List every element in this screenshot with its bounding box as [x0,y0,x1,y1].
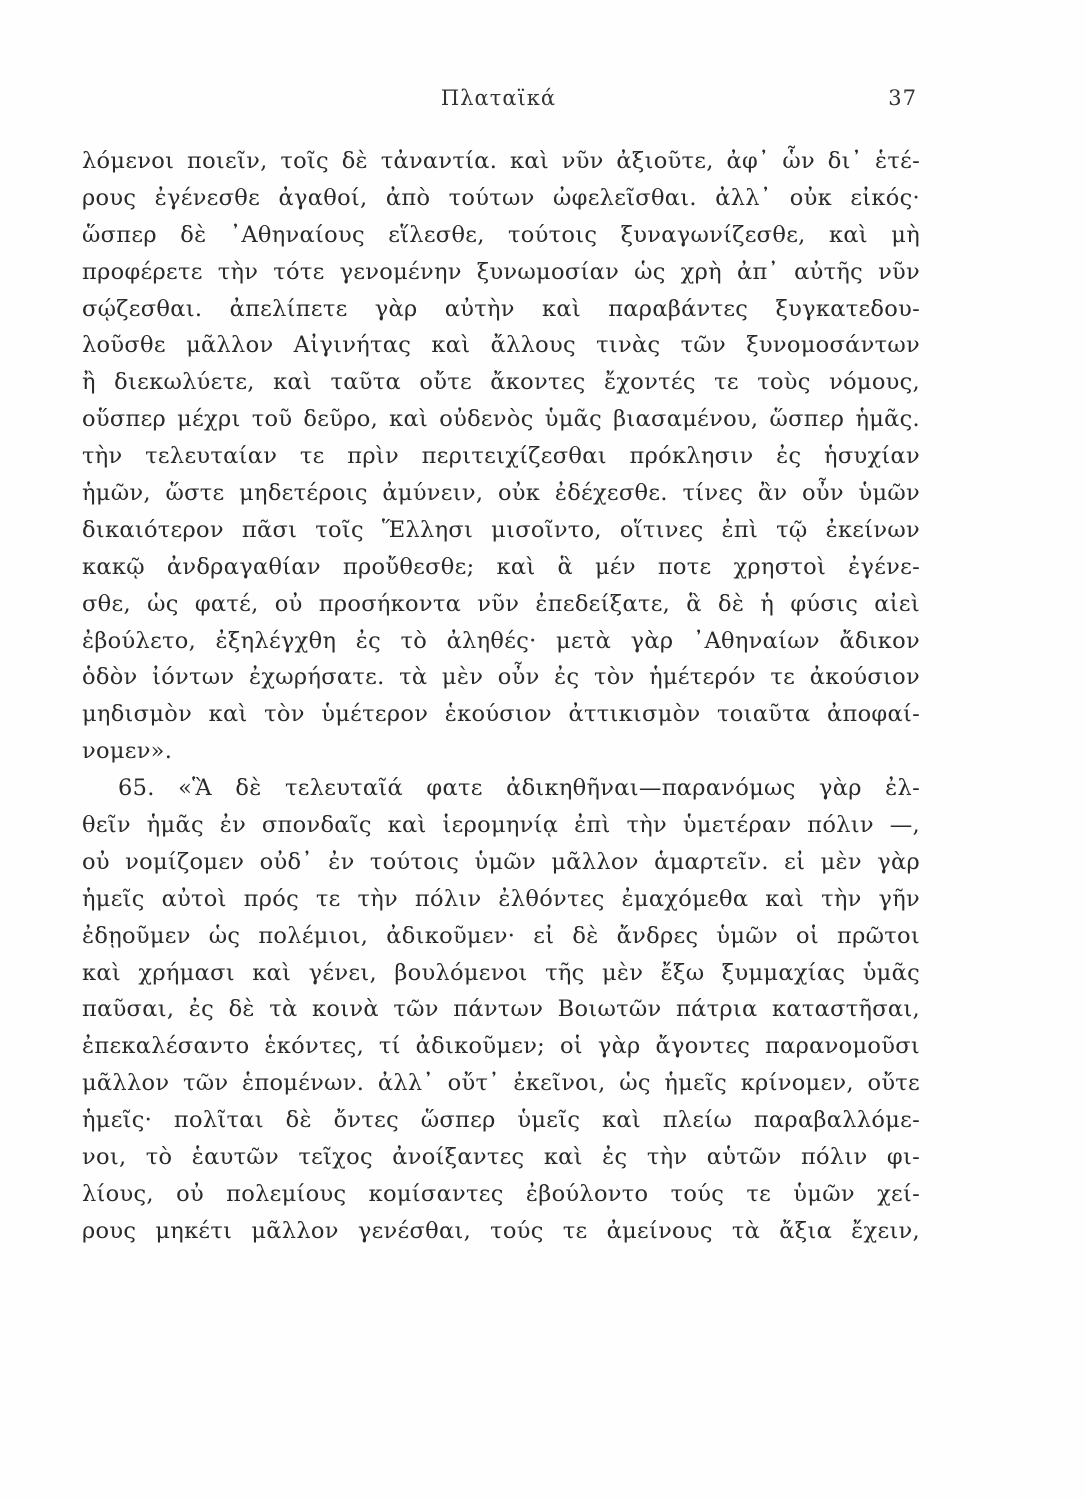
section-start-line: 65. «Ἃ δὲ τελευταῖά φατε ἀδικηθῆναι—παρανόμως γὰρ ἐλ- [118,775,920,802]
text-line: ἡμῶν, ὥστε μηδετέροις ἀμύνειν, οὐκ ἐδέχεσθε. τίνες ἂν οὖν ὑμῶν [82,480,920,507]
text-line: λοῦσθε μᾶλλον Αἰγινήτας καὶ ἄλλους τινὰς τῶν ξυνομοσάντων [82,332,920,359]
text-line: παῦσαι, ἐς δὲ τὰ κοινὰ τῶν πάντων Βοιωτῶν πάτρια καταστῆσαι, [82,996,920,1023]
page-number: 37 [888,86,917,110]
text-line: ἐδῃοῦμεν ὡς πολέμιοι, ἀδικοῦμεν· εἰ δὲ ἄνδρες ὑμῶν οἱ πρῶτοι [82,922,920,949]
text-line: ρους ἐγένεσθε ἀγαθοί, ἀπὸ τούτων ὠφελεῖσθαι. ἀλλ᾿ οὐκ εἰκός· [82,184,920,211]
text-line: προφέρετε τὴν τότε γενομένην ξυνωμοσίαν ὡς χρὴ ἀπ᾿ αὐτῆς νῦν [82,258,920,285]
text-line: σθε, ὡς φατέ, οὐ προσήκοντα νῦν ἐπεδείξατε, ἃ δὲ ἡ φύσις αἰεὶ [82,590,920,617]
text-line: ἡμεῖς· πολῖται δὲ ὄντες ὥσπερ ὑμεῖς καὶ πλείω παραβαλλόμε- [82,1107,920,1134]
text-line: ἐβούλετο, ἐξηλέγχθη ἐς τὸ ἀληθές· μετὰ γὰρ ᾿Αθηναίων ἄδικον [82,627,920,654]
text-line: λίους, οὐ πολεμίους κομίσαντες ἐβούλοντο τούς τε ὑμῶν χεί- [82,1180,920,1207]
text-line: ὁδὸν ἰόντων ἐχωρήσατε. τὰ μὲν οὖν ἐς τὸν ἡμέτερόν τε ἀκούσιον [82,664,920,691]
text-line: ἐπεκαλέσαντο ἑκόντες, τί ἀδικοῦμεν; οἱ γὰρ ἄγοντες παρανομοῦσι [82,1033,920,1060]
text-line: οὕσπερ μέχρι τοῦ δεῦρο, καὶ οὐδενὸς ὑμᾶς βιασαμένου, ὥσπερ ἡμᾶς. [82,406,920,433]
text-line: ὥσπερ δὲ ᾿Αθηναίους εἵλεσθε, τούτοις ξυναγωνίζεσθε, καὶ μὴ [82,221,920,248]
text-line: νοι, τὸ ἑαυτῶν τεῖχος ἀνοίξαντες καὶ ἐς τὴν αὑτῶν πόλιν φι- [82,1144,920,1171]
text-line: σῴζεσθαι. ἀπελίπετε γὰρ αὐτὴν καὶ παραβάντες ξυγκατεδου- [82,295,920,322]
text-line: ἢ διεκωλύετε, καὶ ταῦτα οὔτε ἄκοντες ἔχοντές τε τοὺς νόμους, [82,369,920,396]
running-head [80,80,917,120]
text-line: οὐ νομίζομεν οὐδ᾿ ἐν τούτοις ὑμῶν μᾶλλον ἁμαρτεῖν. εἰ μὲν γὰρ [82,848,920,875]
text-line: ἡμεῖς αὐτοὶ πρός τε τὴν πόλιν ἐλθόντες ἐμαχόμεθα καὶ τὴν γῆν [82,885,920,912]
text-line: τὴν τελευταίαν τε πρὶν περιτειχίζεσθαι πρόκλησιν ἐς ἡσυχίαν [82,443,920,470]
text-line: μᾶλλον τῶν ἑπομένων. ἀλλ᾿ οὔτ᾿ ἐκεῖνοι, ὡς ἡμεῖς κρίνομεν, οὔτε [82,1070,920,1097]
text-line: ρους μηκέτι μᾶλλον γενέσθαι, τούς τε ἀμείνους τὰ ἄξια ἔχειν, [82,1217,920,1244]
text-line: δικαιότερον πᾶσι τοῖς Ἕλλησι μισοῖντο, οἵτινες ἐπὶ τῷ ἐκείνων [82,516,920,543]
text-line: λόμενοι ποιεῖν, τοῖς δὲ τἀναντία. καὶ νῦν ἀξιοῦτε, ἀφ᾿ ὧν δι᾿ ἑτέ- [82,148,920,174]
body-text [82,143,920,1250]
text-line: καὶ χρήμασι καὶ γένει, βουλόμενοι τῆς μὲν ἔξω ξυμμαχίας ὑμᾶς [82,959,920,986]
text-line: νομεν». [82,738,173,765]
running-title: Πλαταϊκά [440,86,557,110]
text-line: θεῖν ἡμᾶς ἐν σπονδαῖς καὶ ἱερομηνίᾳ ἐπὶ τὴν ὑμετέραν πόλιν —, [82,812,920,839]
text-line: μηδισμὸν καὶ τὸν ὑμέτερον ἑκούσιον ἀττικισμὸν τοιαῦτα ἀποφαί- [82,701,920,728]
text-line: κακῷ ἀνδραγαθίαν προὔθεσθε; καὶ ἃ μέν ποτε χρηστοὶ ἐγένε- [82,553,920,580]
